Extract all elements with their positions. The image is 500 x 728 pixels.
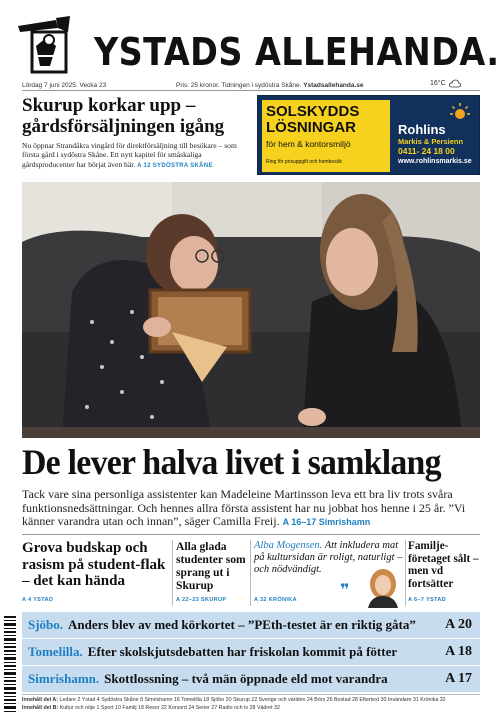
news-band-tomelilla[interactable] <box>22 639 480 665</box>
teaser-ref[interactable]: A 4 YSTAD <box>22 597 54 603</box>
weather <box>430 79 461 88</box>
main-story-text: Tack vare sina personliga assistenter kan Madeleine Martinsson leva ett bra liv trots svåra funktionsnedsättningar. Och hennes allra första assistent har nu jobbat hos henne i 25 år. ”Vi känner varandra utan och innan”, säger Camilla Freij. <box>22 487 466 529</box>
band-place: Tomelilla. <box>28 644 83 659</box>
herald-trumpet-logo-icon <box>16 16 80 76</box>
teaser-student-flak[interactable] <box>22 540 170 590</box>
teaser-ref[interactable]: A 32 KRÖNIKA <box>254 597 297 603</box>
news-band-sjobo[interactable] <box>22 612 480 638</box>
teaser-ref[interactable]: A 22–23 SKURUP <box>176 597 227 603</box>
column-quote: Att inkludera mat på kultursidan är roligt, naturligt – och nödvändigt. <box>254 540 403 576</box>
teaser-skurup-students[interactable] <box>176 540 248 592</box>
ad-note: Ring för prisuppgift och hembesök <box>266 159 342 165</box>
top-story-text: Nu öppnar Strandåkra vingård för direktförsäljning till besökare – som första gård i sydöstra Skåne. Ett nytt kapitel för småskaliga gårdsproducenter har börjat även här. <box>22 141 237 169</box>
ad-phone: 0411- 24 18 00 <box>398 146 455 156</box>
band-text: Skottlossning – två män öppnade eld mot varandra <box>104 671 388 686</box>
contents-part-b <box>22 705 280 711</box>
news-band-simrishamn[interactable] <box>22 666 480 692</box>
ad-website: www.rohlinsmarkis.se <box>398 158 472 165</box>
contents-label: Innehåll del A: <box>22 697 59 703</box>
teaser-ref[interactable]: A 6–7 YSTAD <box>408 597 447 603</box>
contents-part-a <box>22 697 446 703</box>
top-story-body <box>22 141 252 171</box>
band-page: A 17 <box>445 671 472 686</box>
website-link[interactable]: Ystadsallehanda.se <box>303 82 364 89</box>
teaser-family-company[interactable] <box>408 540 482 590</box>
teaser-headline: Grova budskap och rasism på student-flak – det kan hända <box>22 540 166 589</box>
price-line <box>176 82 364 89</box>
dateline: Lördag 7 juni 2025. Vecka 23 <box>22 82 107 89</box>
column-separator <box>250 540 251 606</box>
paper-name: YSTADS ALLEHANDA. <box>94 30 500 74</box>
top-story-ref[interactable]: A 12 SYDÖSTRA SKÅNE <box>137 162 213 169</box>
band-text: Efter skolskjutsdebatten har friskolan kommit på fötter <box>87 644 398 659</box>
divider <box>22 694 480 695</box>
advertisement[interactable] <box>257 95 480 175</box>
contents-list: Kultur och nöje 1 Sport 10 Familj 18 Resor 22 Korsord 24 Serier 27 Radio och tv 28 Vädret 32 <box>59 705 280 711</box>
band-page: A 18 <box>445 644 472 659</box>
contents-label: Innehåll del B: <box>22 705 59 711</box>
columnist-name: Alba Mogensen. <box>254 540 323 551</box>
column-separator <box>172 540 173 606</box>
band-page: A 20 <box>445 617 472 632</box>
top-story-headline[interactable]: Skurup korkar upp – gårdsförsäljningen igång <box>22 95 225 137</box>
ad-subline: för hem & kontorsmiljö <box>266 139 351 149</box>
price-text: Pris: 25 kronor. Tidningen i sydöstra Skåne. <box>176 82 302 89</box>
columnist-portrait <box>363 566 403 608</box>
band-place: Sjöbo. <box>28 617 64 632</box>
main-story-ref[interactable]: A 16–17 Simrishamn <box>282 517 371 528</box>
main-photo[interactable] <box>22 182 480 438</box>
quote-icon: ❞ <box>340 580 350 599</box>
ad-headline-2: LÖSNINGAR <box>266 119 356 136</box>
divider <box>22 534 480 535</box>
divider <box>22 90 480 91</box>
masthead <box>14 12 500 80</box>
band-text: Anders blev av med körkortet – ”PEth-testet är en riktig gåta” <box>68 617 416 632</box>
column-separator <box>405 540 406 606</box>
barcode-icon <box>4 616 16 712</box>
photo-illustration <box>22 182 480 438</box>
ad-brand-sub: Markis & Persienn <box>398 137 464 146</box>
ad-headline-1: SOLSKYDDS <box>266 103 360 120</box>
teaser-headline: Alla glada studenter som sprang ut i Skurup <box>176 540 246 592</box>
sun-icon <box>446 102 474 122</box>
contents-list: Ledare 2 Ystad 4 Sydöstra Skåne 8 Simrishamn 16 Tomelilla 18 Sjöbo 20 Skurup 22 Sverige och världen 24 Börs 26 Bostad 28 Eftertext 30 Insändare 31 Krönika 32 <box>59 697 446 703</box>
main-headline[interactable]: De lever halva livet i samklang <box>22 442 441 482</box>
teaser-headline: Familje-företaget sålt – men vd fortsätter <box>408 540 479 590</box>
cloud-icon <box>449 79 461 88</box>
main-story-body <box>22 488 480 530</box>
band-place: Simrishamn. <box>28 671 100 686</box>
ad-brand: Rohlins <box>398 122 446 137</box>
temperature: 16°C <box>430 80 446 87</box>
